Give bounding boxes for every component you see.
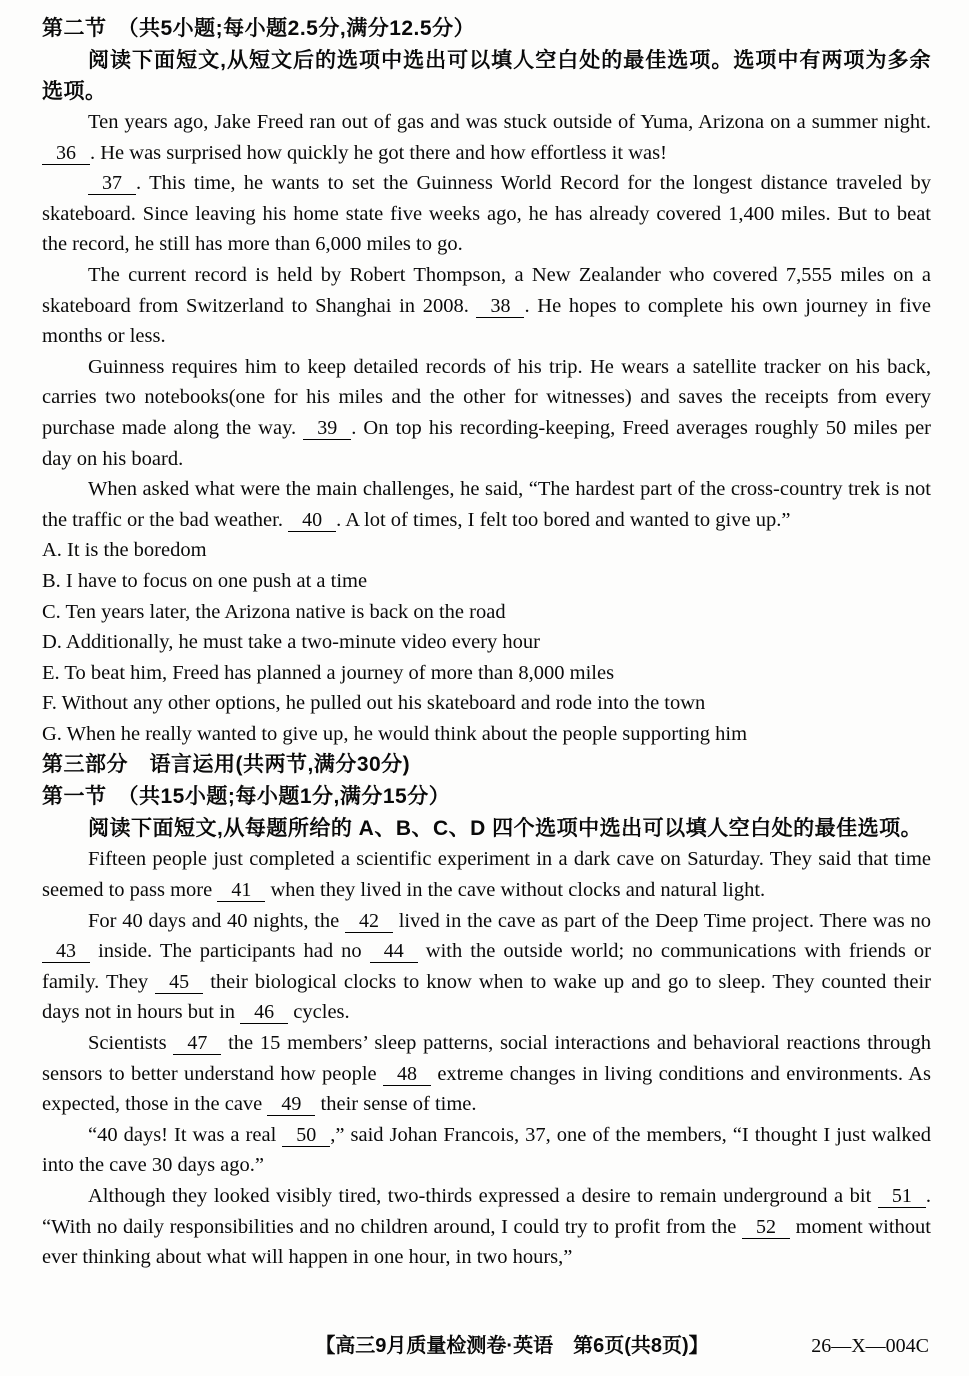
blank-36: 36 xyxy=(42,142,90,165)
blank-48: 48 xyxy=(383,1063,431,1086)
option-b: B. I have to focus on one push at a time xyxy=(42,569,368,592)
passage-1-paragraph-2: 37 . This time, he wants to set the Guinness World Record for the longest distance traveled by skateboard. Since leaving his home state five weeks ago, he has already covered 1,400 miles. But to beat the record, he still has more than 6,000 miles to go. xyxy=(42,172,931,256)
section-2-heading: 第二节 （共5小题;每小题2.5分,满分12.5分） xyxy=(42,17,476,40)
passage-1-paragraph-1: Ten years ago, Jake Freed ran out of gas and was stuck outside of Yuma, Arizona on a summer night. 36 . He was surprised how quickly he got there and how effortless it was! xyxy=(42,107,931,168)
blank-41: 41 xyxy=(217,879,265,902)
option-a: A. It is the boredom xyxy=(42,539,207,562)
footer-title: 【高三9月质量检测卷·英语 第6页(共8页)】 xyxy=(315,1335,709,1357)
part-3-section-1-heading: 第一节 （共15小题;每小题1分,满分15分） xyxy=(42,785,451,809)
option-f: F. Without any other options, he pulled out his skateboard and rode into the town xyxy=(42,692,706,715)
page-footer xyxy=(0,1332,969,1362)
section-2-instructions: 阅读下面短文,从短文后的选项中选出可以填人空白处的最佳选项。选项中有两项为多余选项。 xyxy=(42,49,931,103)
passage-2-paragraph-3: Scientists 47 the 15 members’ sleep patterns, social interactions and behavioral reactions through sensors to better understand how people 48 extreme changes in living conditions and environments. As expected, those in the cave 49 their sense of time. xyxy=(42,1032,931,1116)
option-e: E. To beat him, Freed has planned a journey of more than 8,000 miles xyxy=(42,661,615,684)
passage-1-paragraph-5: When asked what were the main challenges, he said, “The hardest part of the cross-country trek is not the traffic or the bad weather. 40 . A lot of times, I felt too bored and wanted to give up.” xyxy=(42,478,931,531)
option-g: G. When he really wanted to give up, he would think about the people supporting him xyxy=(42,722,748,745)
blank-44: 44 xyxy=(370,940,418,963)
blank-46: 46 xyxy=(240,1001,288,1024)
blank-39: 39 xyxy=(303,417,351,440)
passage-2-paragraph-5: Although they looked visibly tired, two-thirds expressed a desire to remain underground a bit 51 . “With no daily responsibilities and no children around, I could try to profit from the 52 moment without ever thinking about what will happen in one hour, in two hours,” xyxy=(42,1185,932,1269)
blank-45: 45 xyxy=(155,971,203,994)
option-c: C. Ten years later, the Arizona native is back on the road xyxy=(42,600,506,623)
part-3-section-1-instructions: 阅读下面短文,从每题所给的 A、B、C、D 四个选项中选出可以填人空白处的最佳选项。 xyxy=(88,817,923,841)
blank-43: 43 xyxy=(42,940,90,963)
option-d: D. Additionally, he must take a two-minute video every hour xyxy=(42,631,540,654)
passage-2-paragraph-1: Fifteen people just completed a scientific experiment in a dark cave on Saturday. They said that time seemed to pass more 41 when they lived in the cave without clocks and natural light. xyxy=(42,848,931,902)
blank-51: 51 xyxy=(878,1185,926,1208)
blank-47: 47 xyxy=(173,1032,221,1055)
blank-50: 50 xyxy=(282,1124,330,1147)
blank-38: 38 xyxy=(476,295,524,318)
document-body xyxy=(42,13,931,1273)
passage-1-paragraph-4: Guinness requires him to keep detailed records of his trip. He wears a satellite tracker on his back, carries two notebooks(one for his miles and the other for witnesses) and saves the receipts from every purchase made along the way. 39 . On top his recording-keeping, Freed averages roughly 50 miles per day on his board. xyxy=(42,355,931,470)
passage-2-paragraph-2: For 40 days and 40 nights, the 42 lived in the cave as part of the Deep Time project. There was no 43 inside. The participants had no 44 with the outside world; no communications with friends or family. They 45 their biological clocks to know when to wake up and go to sleep. They counted their days not in hours but in 46 cycles. xyxy=(42,909,932,1024)
passage-1-paragraph-3: The current record is held by Robert Thompson, a New Zealander who covered 7,555 miles on a skateboard from Switzerland to Shanghai in 2008. 38 . He hopes to complete his own journey in five months or less. xyxy=(42,263,931,348)
blank-40: 40 xyxy=(288,509,336,532)
blank-42: 42 xyxy=(345,910,393,933)
blank-37: 37 xyxy=(88,172,136,195)
blank-52: 52 xyxy=(742,1216,790,1239)
passage-2-paragraph-4: “40 days! It was a real 50 ,” said Johan Francois, 37, one of the members, “I thought I just walked into the cave 30 days ago.” xyxy=(42,1123,931,1177)
part-3-heading: 第三部分 语言运用(共两节,满分30分) xyxy=(42,753,411,777)
footer-code: 26—X—004C xyxy=(811,1335,929,1357)
blank-49: 49 xyxy=(267,1093,315,1116)
